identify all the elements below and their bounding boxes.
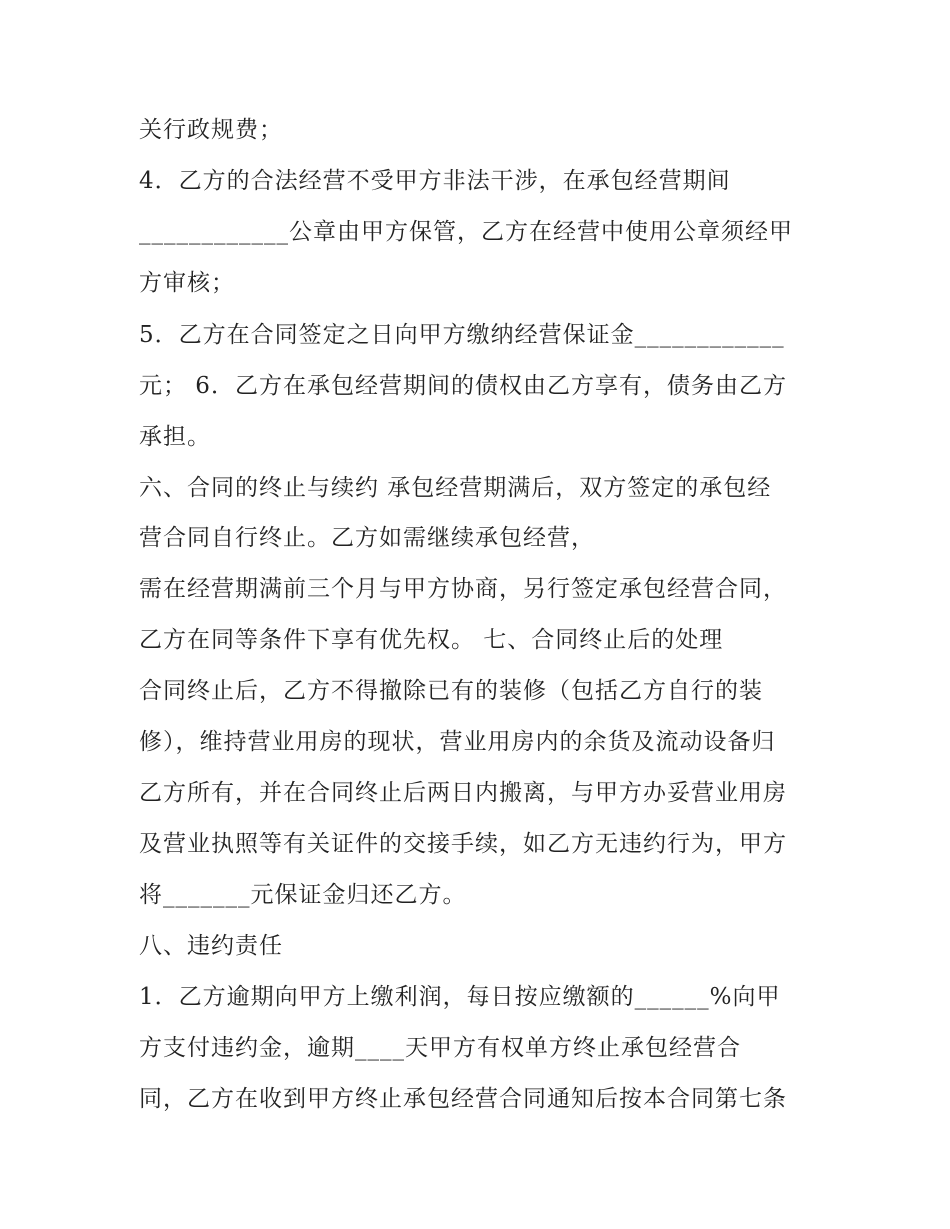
text-line: 合同终止后，乙方不得撤除已有的装修（包括乙方自行的装 xyxy=(139,678,763,704)
text-line: 关行政规费； xyxy=(139,117,283,143)
text-line: 元； 6．乙方在承包经营期间的债权由乙方享有，债务由乙方 xyxy=(139,373,787,399)
text-line: 4．乙方的合法经营不受甲方非法干涉，在承包经营期间 xyxy=(139,168,731,194)
text-line: 方审核； xyxy=(139,270,235,296)
text-line: 将_______元保证金归还乙方。 xyxy=(139,882,467,908)
text-line: 承担。 xyxy=(139,424,211,450)
text-line: ____________公章由甲方保管，乙方在经营中使用公章须经甲 xyxy=(139,219,793,245)
text-line: 方支付违约金，逾期____天甲方有权单方终止承包经营合 xyxy=(139,1035,741,1061)
text-line: 修），维持营业用房的现状，营业用房内的余货及流动设备归 xyxy=(139,729,776,755)
text-line: 同，乙方在收到甲方终止承包经营合同通知后按本合同第七条 xyxy=(139,1086,787,1112)
text-line: 1．乙方逾期向甲方上缴利润，每日按应缴额的______%向甲 xyxy=(139,984,781,1010)
text-line: 需在经营期满前三个月与甲方协商，另行签定承包经营合同， xyxy=(139,576,787,602)
text-line: 及营业执照等有关证件的交接手续，如乙方无违约行为，甲方 xyxy=(139,831,787,857)
text-line: 乙方在同等条件下享有优先权。 七、合同终止后的处理 xyxy=(139,627,724,653)
text-line: 乙方所有，并在合同终止后两日内搬离，与甲方办妥营业用房 xyxy=(139,780,787,806)
section-heading: 八、违约责任 xyxy=(139,933,283,959)
text-line: 营合同自行终止。乙方如需继续承包经营， xyxy=(139,525,595,551)
text-line: 5．乙方在合同签定之日向甲方缴纳经营保证金____________ xyxy=(139,322,785,348)
text-line: 六、合同的终止与续约 承包经营期满后，双方签定的承包经 xyxy=(139,475,772,501)
